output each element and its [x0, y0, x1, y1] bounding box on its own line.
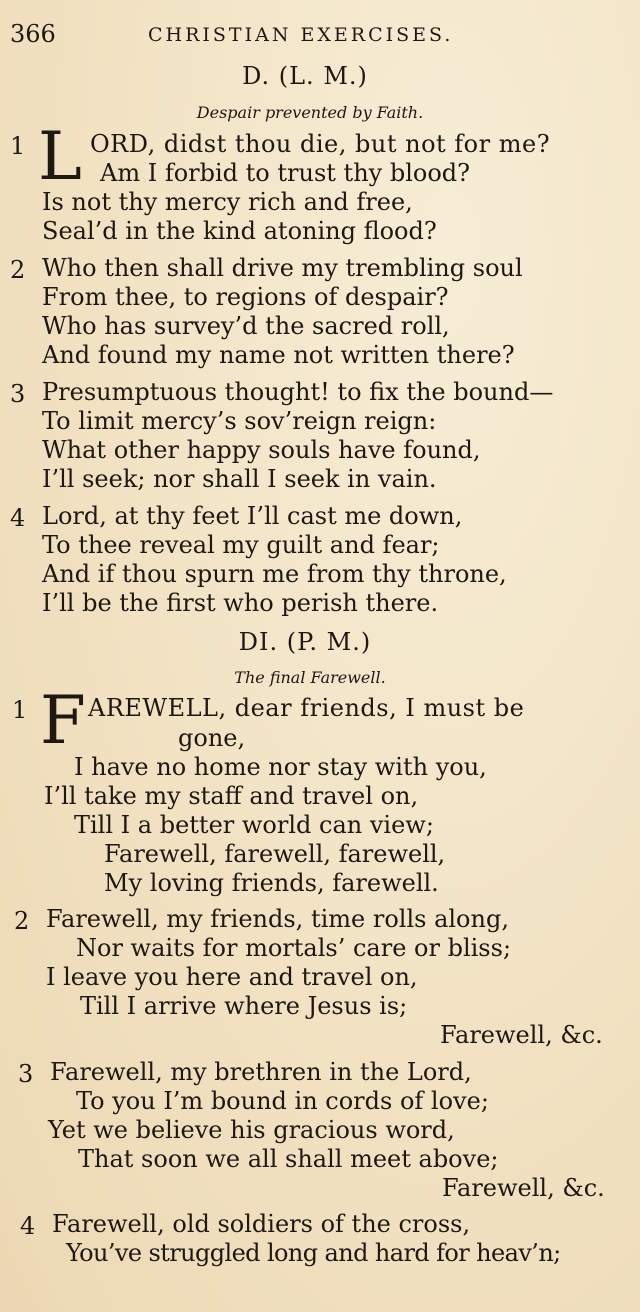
page-header — [0, 20, 640, 50]
verse-line: Presumptuous thought! to fix the bound— — [42, 378, 554, 406]
verse-number: 1 — [12, 696, 28, 724]
verse-line: Lord, at thy feet I’ll cast me down, — [42, 502, 463, 530]
verse-number: 2 — [10, 256, 26, 284]
verse-line: Seal’d in the kind atoning flood? — [42, 217, 437, 245]
hymn-d-subtitle: Despair prevented by Faith. — [196, 103, 424, 122]
verse-line: gone, — [178, 724, 246, 752]
verse-line: Till I arrive where Jesus is; — [80, 992, 408, 1020]
verse-line: You’ve struggled long and hard for heav’n; — [66, 1239, 561, 1267]
verse-number: 4 — [10, 504, 26, 532]
verse-line: Am I forbid to trust thy blood? — [100, 159, 471, 187]
verse-line: I leave you here and travel on, — [46, 963, 418, 991]
drop-cap: L — [38, 118, 82, 195]
verse-line: AREWELL, dear friends, I must be — [88, 694, 525, 722]
verse-line: Nor waits for mortals’ care or bliss; — [76, 934, 512, 962]
verse-line: That soon we all shall meet above; — [78, 1145, 499, 1173]
verse-line: Farewell, my friends, time rolls along, — [46, 905, 509, 933]
verse-line: To you I’m bound in cords of love; — [76, 1087, 489, 1115]
verse-number: 1 — [10, 132, 26, 160]
page-number: 366 — [10, 20, 56, 48]
verse-line: Farewell, &c. — [442, 1174, 605, 1202]
verse-line: From thee, to regions of despair? — [42, 283, 449, 311]
verse-line: Yet we believe his gracious word, — [48, 1116, 455, 1144]
verse-line: My loving friends, farewell. — [104, 869, 439, 897]
verse-line: ORD, didst thou die, but not for me? — [90, 130, 551, 158]
drop-cap: F — [40, 682, 86, 759]
verse-number: 3 — [18, 1060, 34, 1088]
verse-line: Farewell, my brethren in the Lord, — [50, 1058, 472, 1086]
verse-number: 3 — [10, 380, 26, 408]
verse-line: I’ll take my staff and travel on, — [44, 782, 419, 810]
hymn-d-title: D. (L. M.) — [242, 62, 368, 90]
verse-line: I’ll be the first who perish there. — [42, 589, 439, 617]
verse-line: To limit mercy’s sov’reign reign: — [42, 407, 437, 435]
verse-line: Farewell, farewell, farewell, — [104, 840, 446, 868]
verse-line: Is not thy mercy rich and free, — [42, 188, 413, 216]
running-title: CHRISTIAN EXERCISES. — [148, 24, 454, 46]
hymn-di-subtitle: The final Farewell. — [234, 668, 386, 687]
verse-line: I have no home nor stay with you, — [74, 753, 487, 781]
verse-line: Farewell, &c. — [440, 1021, 603, 1049]
verse-line: Farewell, old soldiers of the cross, — [52, 1210, 471, 1238]
verse-line: What other happy souls have found, — [42, 436, 481, 464]
verse-number: 2 — [14, 907, 30, 935]
verse-line: Who then shall drive my trembling soul — [42, 254, 523, 282]
verse-line: Till I a better world can view; — [74, 811, 434, 839]
verse-line: And found my name not written there? — [42, 341, 515, 369]
hymn-di-title: DI. (P. M.) — [238, 628, 372, 656]
verse-line: I’ll seek; nor shall I seek in vain. — [42, 465, 437, 493]
verse-line: And if thou spurn me from thy throne, — [42, 560, 507, 588]
verse-number: 4 — [20, 1212, 36, 1240]
verse-line: To thee reveal my guilt and fear; — [42, 531, 440, 559]
verse-line: Who has survey’d the sacred roll, — [42, 312, 450, 340]
